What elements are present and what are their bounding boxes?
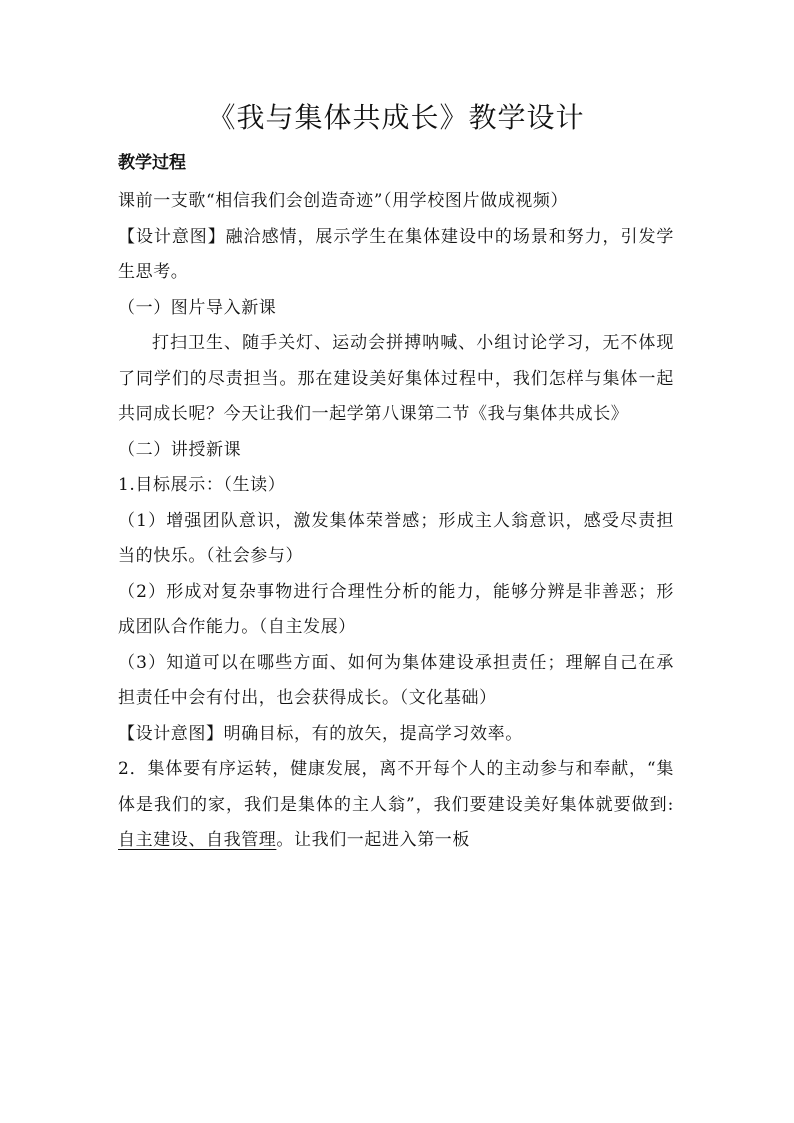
- paragraph-design-intent-1: 【设计意图】融洽感情，展示学生在集体建设中的场景和努力，引发学生思考。: [118, 226, 674, 282]
- document-title: 《我与集体共成长》教学设计: [207, 101, 585, 134]
- paragraph-text-after: 。让我们一起进入第一板: [276, 830, 471, 850]
- paragraph-text-before: 2．集体要有序运转，健康发展，离不开每个人的主动参与和奉献，“集体是我们的家，我们是集体的主人翁”，我们要建设美好集体就要做到:: [118, 759, 674, 815]
- paragraph-goals-heading: 1.目标展示：（生读）: [118, 475, 286, 495]
- paragraph-intro-song: 课前一支歌“相信我们会创造奇迹”（用学校图片做成视频）: [118, 191, 569, 211]
- paragraph-intro-body: 打扫卫生、随手关灯、运动会拼搏呐喊、小组讨论学习，无不体现了同学们的尽责担当。那在建设美好集体过程中，我们怎样与集体一起共同成长呢？今天让我们一起学第八课第二节《我与集体共成长》: [118, 333, 674, 424]
- paragraph-goal-1: （1）增强团队意识，激发集体荣誉感；形成主人翁意识，感受尽责担当的快乐。（社会参与）: [118, 510, 674, 566]
- paragraph-goal-2: （2）形成对复杂事物进行合理性分析的能力，能够分辨是非善恶；形成团队合作能力。（自主发展）: [118, 581, 674, 637]
- paragraph-goal-3: （3）知道可以在哪些方面、如何为集体建设承担责任；理解自己在承担责任中会有付出，也会获得成长。（文化基础）: [118, 652, 674, 708]
- paragraph-part-one-heading: （一）图片导入新课: [118, 297, 277, 318]
- section-heading: 教学过程: [118, 153, 186, 173]
- document-page: [118, 96, 674, 859]
- paragraph-design-intent-2: 【设计意图】明确目标，有的放矢，提高学习效率。: [118, 723, 523, 744]
- paragraph-part-two-heading: （二）讲授新课: [118, 439, 242, 460]
- underlined-key-phrase: 自主建设、自我管理: [118, 830, 277, 850]
- paragraph-collective-building: [118, 752, 674, 859]
